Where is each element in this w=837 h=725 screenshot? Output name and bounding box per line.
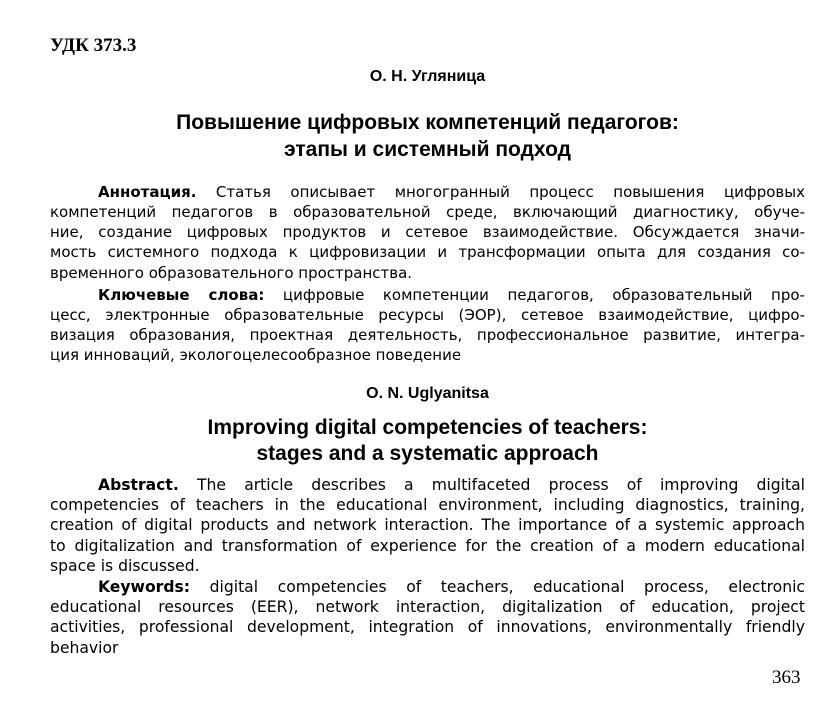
abstract-ru-line-2: компетенций педагогов в образовательной среде, включающий диагностику, обуче- [50,203,805,221]
keywords-ru-line-4: ция инноваций, экологоцелесообразное поведение [50,346,462,364]
abstract-en-line-5: space is discussed. [50,557,200,575]
abstract-ru-text: Статья описывает многогранный процесс повышения цифровых [215,183,805,201]
author-ru: О. Н. Угляница [369,68,486,85]
keywords-en-label: Keywords: [98,578,191,596]
title-ru-line-2: этапы и системный подход [284,138,571,161]
author-en: O. N. Uglyanitsa [366,385,489,402]
abstract-ru-label: Аннотация. [98,183,197,201]
udk-code: УДК 373.3 [50,35,137,56]
abstract-ru-line-3: ние, создание цифровых продуктов и сетевое взаимодействие. Обсуждается значи- [50,223,805,241]
title-en-line-1: Improving digital competencies of teachers: [207,416,648,439]
title-ru-line-1: Повышение цифровых компетенций педагогов: [176,111,679,134]
keywords-ru-label: Ключевые слова: [98,286,265,304]
keywords-en-text: digital competencies of teachers, educational process, electronic [209,578,805,596]
keywords-ru-line-2: цесс, электронные образовательные ресурсы (ЭОР), сетевое взаимодействие, цифро- [50,306,805,324]
keywords-en-line-1 [98,578,805,596]
abstract-en-line-3: creation of digital products and network interaction. The importance of a systemic approach [50,516,805,534]
abstract-en-label: Abstract. [98,476,179,494]
abstract-ru-line-1 [98,183,805,201]
abstract-en-line-2: competencies of teachers in the educational environment, including diagnostics, training, [50,496,805,514]
abstract-en-text: The article describes a multifaceted process of improving digital [197,476,805,494]
keywords-ru-line-3: визация образования, проектная деятельность, профессиональное развитие, интегра- [50,326,805,344]
keywords-ru-line-1 [98,286,805,304]
keywords-en-line-3: activities, professional development, integration of innovations, environmentally friendly [50,618,805,636]
abstract-en-line-4: to digitalization and transformation of experience for the creation of a modern educational [50,537,805,555]
keywords-en-line-4: behavior [50,639,119,657]
title-en-line-2: stages and a systematic approach [256,442,599,465]
keywords-ru-text: цифровые компетенции педагогов, образовательный про- [282,286,805,304]
keywords-en-line-2: educational resources (EER), network interaction, digitalization of education, project [50,598,805,616]
abstract-en-line-1 [98,476,805,494]
abstract-ru-line-4: мость системного подхода к цифровизации и трансформации опыта для создания со- [50,243,805,261]
page-number: 363 [772,667,801,688]
abstract-ru-line-5: временного образовательного пространства. [50,264,413,282]
